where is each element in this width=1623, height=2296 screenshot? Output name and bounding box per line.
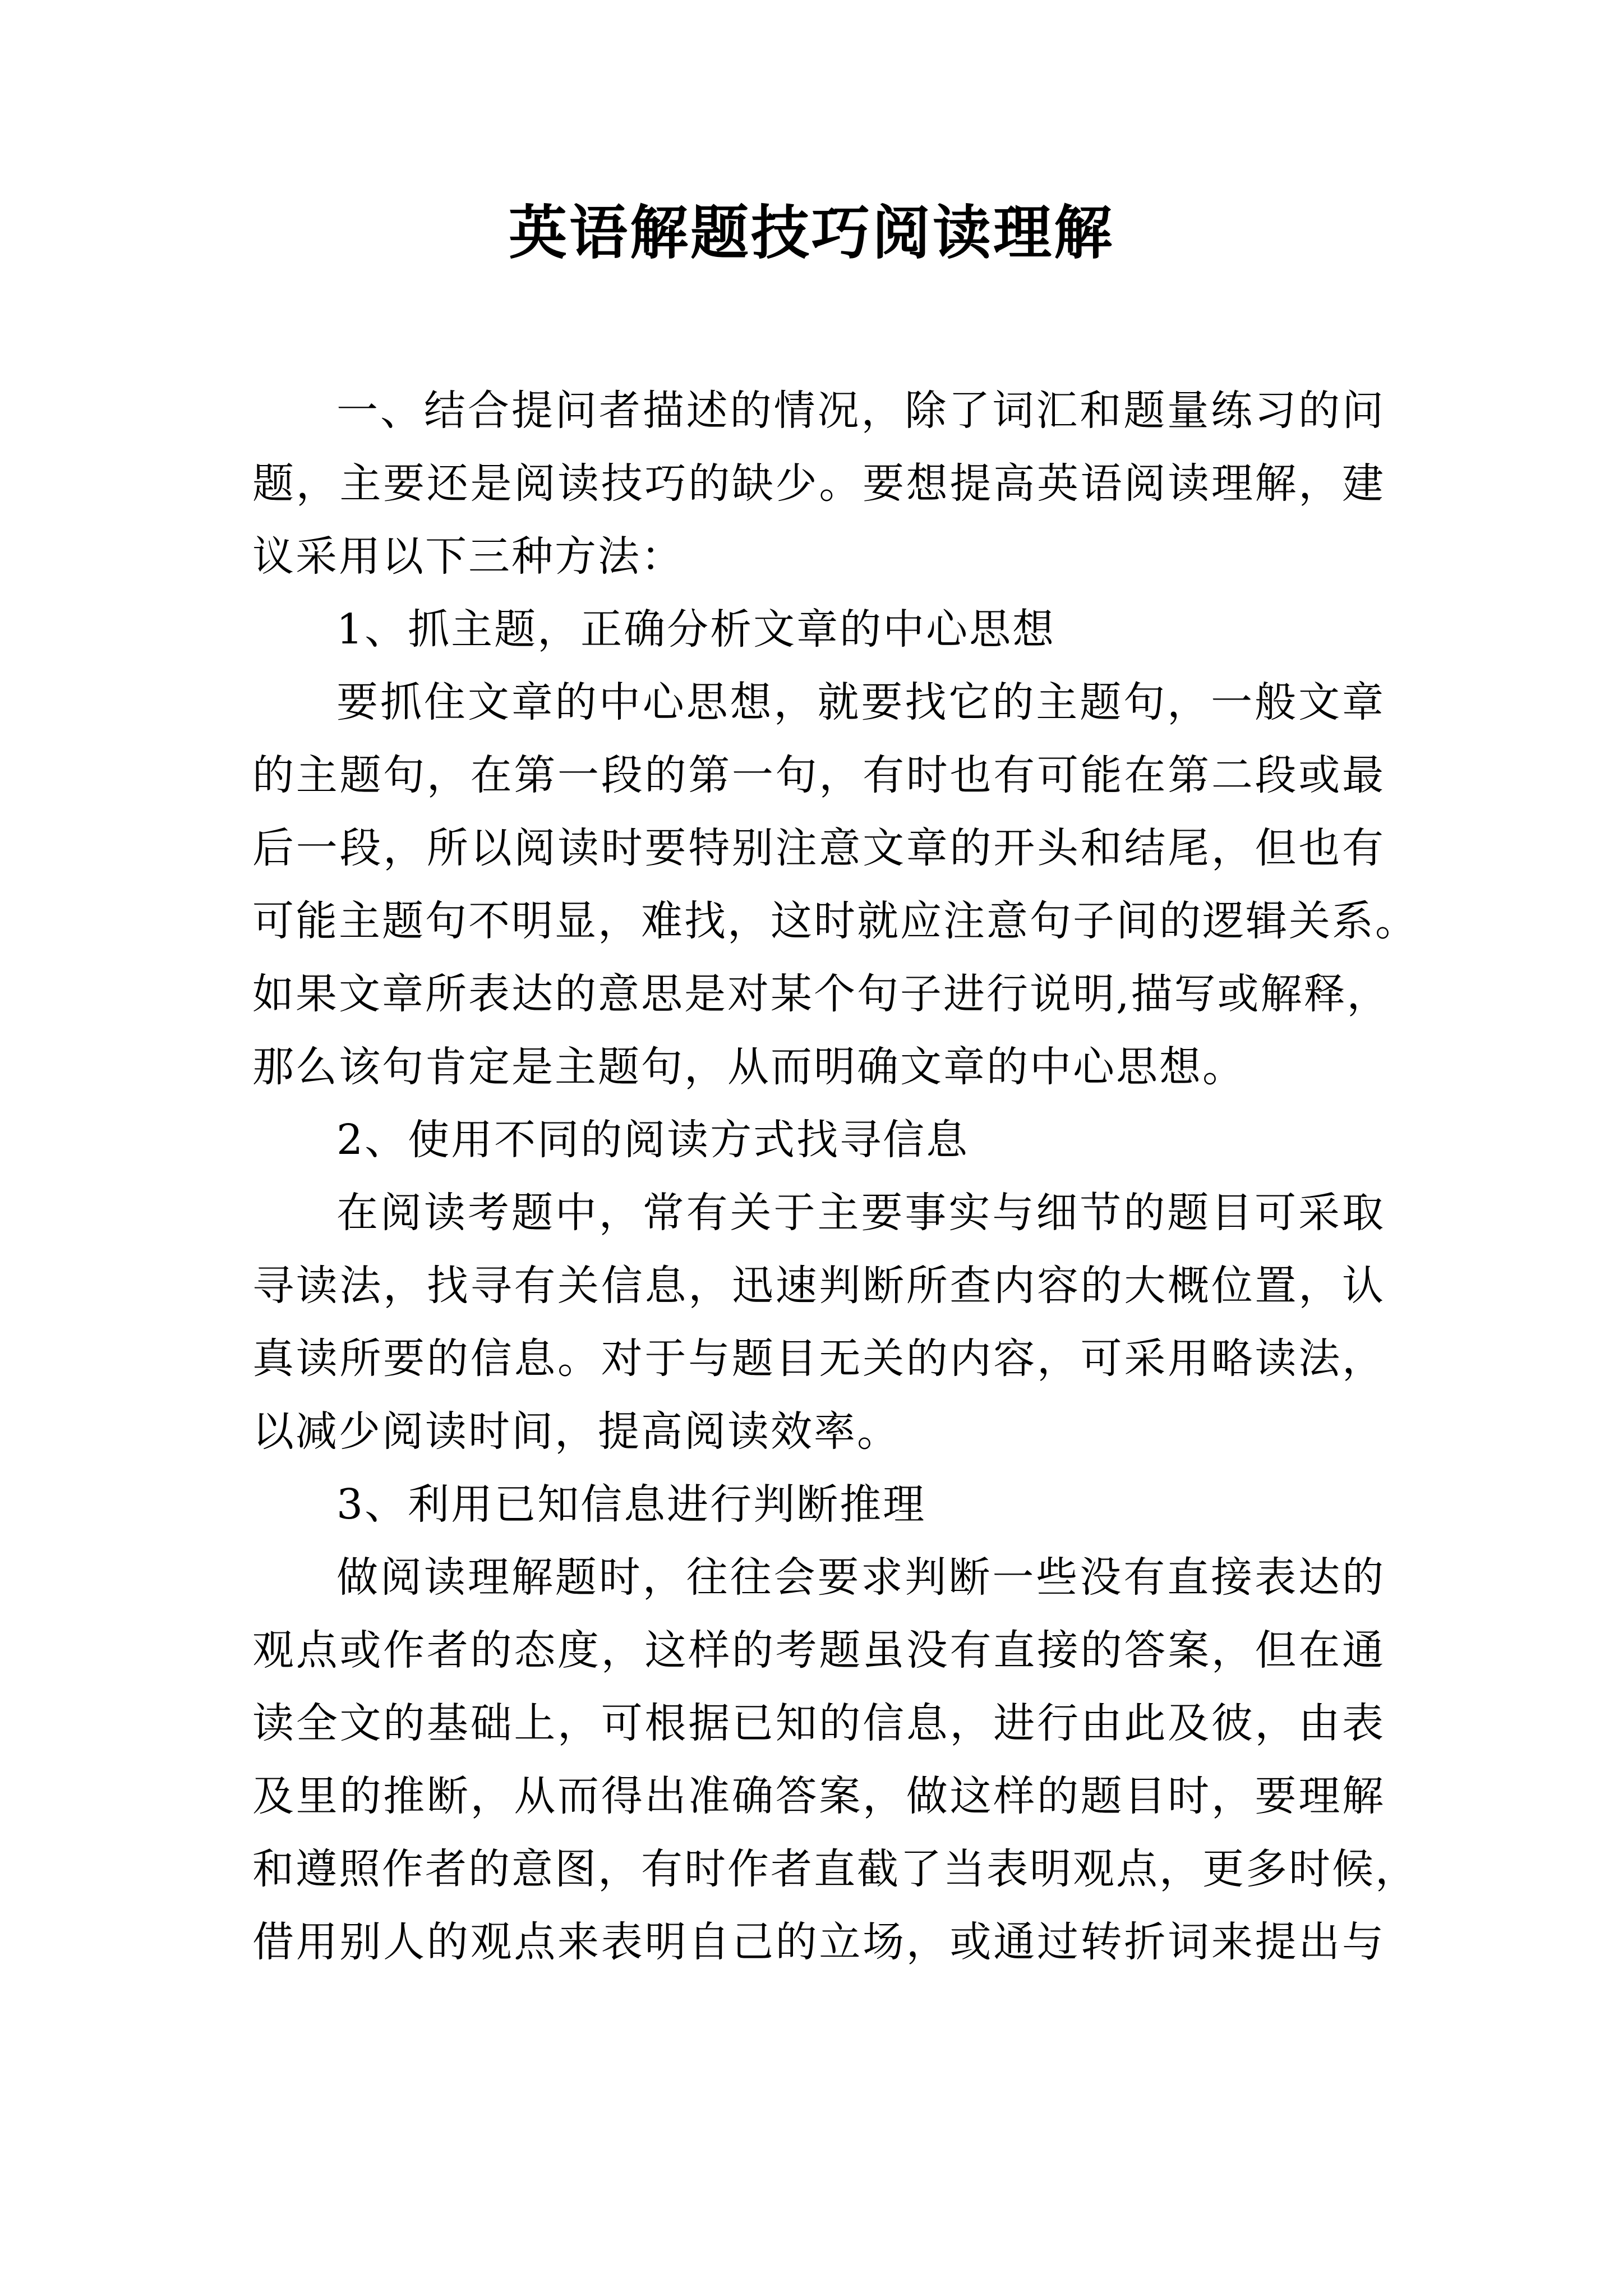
body-line: 后一段，所以阅读时要特别注意文章的开头和结尾，但也有	[252, 824, 1385, 872]
section-heading-2: 2、使用不同的阅读方式找寻信息	[336, 1116, 970, 1164]
body-line: 借用别人的观点来表明自己的立场，或通过转折词来提出与	[252, 1918, 1385, 1966]
body-line: 题，主要还是阅读技巧的缺少。要想提高英语阅读理解，建	[252, 459, 1385, 508]
body-line: 观点或作者的态度，这样的考题虽没有直接的答案，但在通	[252, 1626, 1385, 1674]
body-line: 读全文的基础上，可根据已知的信息，进行由此及彼，由表	[252, 1699, 1385, 1747]
body-line: 及里的推断，从而得出准确答案，做这样的题目时，要理解	[252, 1772, 1385, 1820]
body-line: 要抓住文章的中心思想，就要找它的主题句，一般文章	[336, 678, 1385, 726]
body-line: 的主题句，在第一段的第一句，有时也有可能在第二段或最	[252, 751, 1385, 799]
document-title: 英语解题技巧阅读理解	[508, 198, 1114, 267]
body-line: 在阅读考题中，常有关于主要事实与细节的题目可采取	[336, 1189, 1385, 1237]
section-heading-3: 3、利用已知信息进行判断推理	[336, 1480, 926, 1529]
body-line: 那么该句肯定是主题句，从而明确文章的中心思想。	[252, 1043, 1246, 1091]
body-line: 做阅读理解题时，往往会要求判断一些没有直接表达的	[336, 1553, 1385, 1602]
body-line: 一、结合提问者描述的情况，除了词汇和题量练习的问	[336, 386, 1385, 435]
body-line: 寻读法，找寻有关信息，迅速判断所查内容的大概位置，认	[252, 1262, 1385, 1310]
body-line: 真读所要的信息。对于与题目无关的内容，可采用略读法，	[252, 1335, 1385, 1383]
body-line: 可能主题句不明显，难找，这时就应注意句子间的逻辑关系。	[252, 897, 1418, 945]
body-line: 议采用以下三种方法：	[252, 532, 684, 581]
section-heading-1: 1、抓主题，正确分析文章的中心思想	[336, 605, 1056, 654]
body-line: 和遵照作者的意图，有时作者直截了当表明观点，更多时候，	[252, 1845, 1418, 1893]
body-line: 如果文章所表达的意思是对某个句子进行说明,描写或解释，	[252, 970, 1390, 1018]
body-line: 以减少阅读时间，提高阅读效率。	[252, 1407, 900, 1456]
